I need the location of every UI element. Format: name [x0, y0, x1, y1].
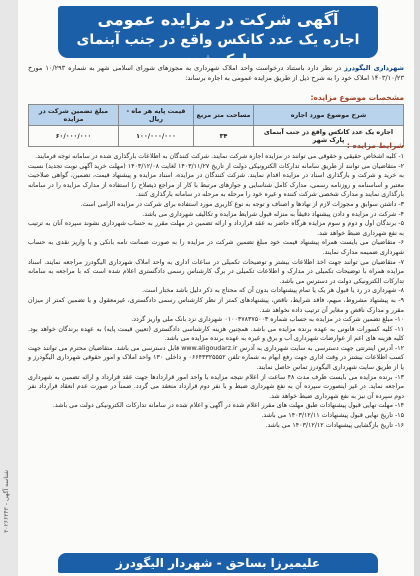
col-base-price: قیمت پایه هر ماه - ریال	[119, 105, 194, 126]
conditions-list	[28, 152, 404, 430]
ad-id-code: ۳۰۲۶۶۳۴۳ - شناسه آگهی	[3, 470, 10, 533]
organization-name: شهرداری الیگودرز	[344, 64, 404, 72]
intro-text: در نظر دارد باستناد درخواست واحد املاک شهرداری به مجوزهای شورای اسلامی شهر به شماره ۱۰/۲۹۳ مورخ ۱۴۰۳/۱۰/۲۳ املاک خود را به شرح ذیل از طریق مزایده عمومی به اجاره برساند:	[28, 64, 404, 82]
col-area: مساحت متر مربع	[194, 105, 254, 126]
list-item: ۳- داشتن سوابق و مجوزات لازم از نهادها و اصناف و توجه به نوع کاربری مورد استفاده برای شرکت در مزایده الزامی است.	[80, 200, 404, 208]
list-item: ۱۱- کلیه کسورات قانونی به عهده برنده مزایده می باشد. همچنین هزینه کارشناسی دادگستری (تعیین قیمت پایه) به عهده برندگان خواهد بود. کلیه هزینه های اعم از عوارضات شهرداری آب و برق و غیره به عهده برنده مزایده می باشد.	[28, 325, 404, 343]
list-item: ۱۵- تاریخ نهایی قبول پیشنهادات ۱۴۰۳/۱۲/۱۱ می باشد.	[261, 412, 404, 420]
list-item: ۱۰- مبلغ تضمین شرکت در مزایده به حساب شماره ۰۱۰۰۳۷۸۳۷۵۰۰۳ شهرداری نزد بانک ملی واریز گردد.	[131, 316, 404, 324]
col-guarantee: مبلغ تضمین شرکت در مزایده	[29, 105, 119, 126]
conditions-title: شرایط مزایده :	[346, 141, 404, 150]
list-item: ۲- متقاضیان می توانند از طریق سامانه تدارکات الکترونیکی دولت از تاریخ ۱۴۰۳/۱۱/۲۷ لغایت ۱۴۰۳/۱۲/۰۸ (مهلت خرید آگهی نوبت تجدید) نسبت به خرید و شرکت و بارگذاری اسناد در مزایده اقدام نمایند. شرکت کنندگان در مزایده، اسناد مزایده و پیشنهاد قیمت، تضمین، گواهی صلاحیت معتبر و اساسنامه و روزنامه رسمی، مدارک کامل شناسایی و جوازهای مرتبط با کار از مراجع ذیصلاح را استفاده از مدارک مزایده را در سامانه بارگذاری نمایند و مدارک شخصی شرکت کننده و غیره خود را مرحله به مرحله در سامانه بارگذاری کنند.	[28, 162, 404, 199]
list-item: ۹- به پیشنهاد مشروط، مبهم، فاقد شرایط، ناقص، پیشنهادهای کمتر از نظر کارشناس رسمی دادگستری، غیرمعقول و یا تضمین کمتر از میزان مقرر و مدارک ناقص و مغایر آن ترتیب داده نخواهد شد.	[28, 296, 404, 314]
list-item: ۷- متقاضیان می توانند جهت اخذ اطلاعات بیشتر و توضیحات تکمیلی در ساعات اداری به واحد املاک شهرداری الیگودرز مراجعه نمایند. اسناد مزایده همراه با توضیحات تکمیلی در مدارک و اطلاعات تکمیلی در برگ کارشناس رسمی دادگستری اعلام شده است که با مراجعه به سامانه تدارکات الکترونیکی دولت در دسترس می باشد.	[28, 258, 404, 285]
list-item: ۸- شهرداری در رد یا قبول هر یک یا تمام پیشنهادات بدون آن که محتاج به ذکر دلیل باشد مختار است.	[142, 287, 404, 295]
list-item: ۱۶- تاریخ بازگشایی پیشنهادات ۱۴۰۳/۱۲/۱۲ می باشد.	[265, 421, 404, 429]
list-item: ۱۴- مهلت نهایی قبول پیشنهادات طبق مهلت های مقرر اعلام شده در آگهی و اعلام شده در سامانه تدارکات الکترونیکی دولت می باشد.	[52, 402, 404, 410]
list-item: ۱۲- آدرس اینترنتی جهت دسترسی به سایت شهرداری به آدرس www.aligoudarz.ir قابل دسترسی می باشد. متقاضیان محترم می توانند جهت کسب اطلاعات بیشتر در وقت اداری جهت رفع ابهام به شماره تلفن ۰۶۶۴۳۳۲۵۵۵۲ و داخلی ۱۳۰ واحد املاک و امور حقوقی شهرداری الیگودرز و یا از طریق سایت شهرداری الیگودرز تماس حاصل نمایند.	[28, 344, 404, 372]
spec-section-title: مشخصات موضوع مزایده:	[310, 93, 404, 102]
notice-page	[18, 0, 414, 576]
list-item: ۶- متقاضیان می بایست همراه پیشنهاد قیمت خود مبلغ تضمین شرکت در مزایده را به صورت ضمانت نامه بانکی و یا واریز نقدی به حساب شهرداری ضمیمه مدارک نمایند.	[28, 239, 404, 256]
cell-area: ۳۴	[194, 126, 254, 147]
cell-description: اجاره یک عدد کانکس واقع در جنب آبنمای پارک شهر	[254, 126, 404, 147]
mayor-signature-banner: علیمیرزا بساحق - شهردار الیگودرز	[58, 553, 378, 573]
cell-guarantee: ۶۰/۰۰۰/۰۰۰	[29, 126, 119, 147]
left-margin-strip	[0, 0, 18, 576]
spec-header-row	[29, 105, 404, 126]
notice-subtitle: اجاره یک عدد کانکس واقع در جنب آبنمای پارک شهر	[76, 32, 360, 68]
intro-paragraph	[28, 63, 404, 83]
list-item: ۵- برندگان اول و دوم و سوم مزایده هرگاه حاضر به عقد قرارداد و ارائه تضمین در مهلت مقرر به حساب شهرداری نشوند سپرده آنان به ترتیب به نفع شهرداری ضبط خواهد شد.	[28, 220, 404, 237]
list-item: ۱- کلیه اشخاص حقیقی و حقوقی می توانند در مزایده اجاره شرکت نمایند. شرکت کنندگان به اطلاعات بارگذاری شده در سامانه توجه فرمایند.	[35, 153, 404, 160]
col-description: شرح موضوع مورد اجاره	[254, 105, 404, 126]
list-item: ۴- شرکت در مزایده و دادن پیشنهاد دقیقاً به منزله قبول شرایط مزایده و تکالیف شهرداری می باشد.	[142, 210, 404, 218]
list-item: ۱۳- برنده مزایده می بایست ظرف مدت ۴۸ ساعت از اعلام نتیجه مزایده با واحد امور قراردادها جهت عقد قرارداد و ارائه تضمین به شهرداری مراجعه نماید. در غیر اینصورت سپرده آن به نفع شهرداری ضبط و با نفر دوم قرارداد منعقد می گردد. ضمناً در صورت عدم انعقاد قرارداد نفر دوم سپرده آن نیز به نفع شهرداری ضبط خواهد شد.	[28, 373, 404, 400]
cell-base-price: ۱۰۰/۰۰۰/۰۰۰	[119, 126, 194, 147]
notice-title: آگهی شرکت در مزایده عمومی	[97, 10, 339, 29]
notice-header	[58, 6, 378, 68]
